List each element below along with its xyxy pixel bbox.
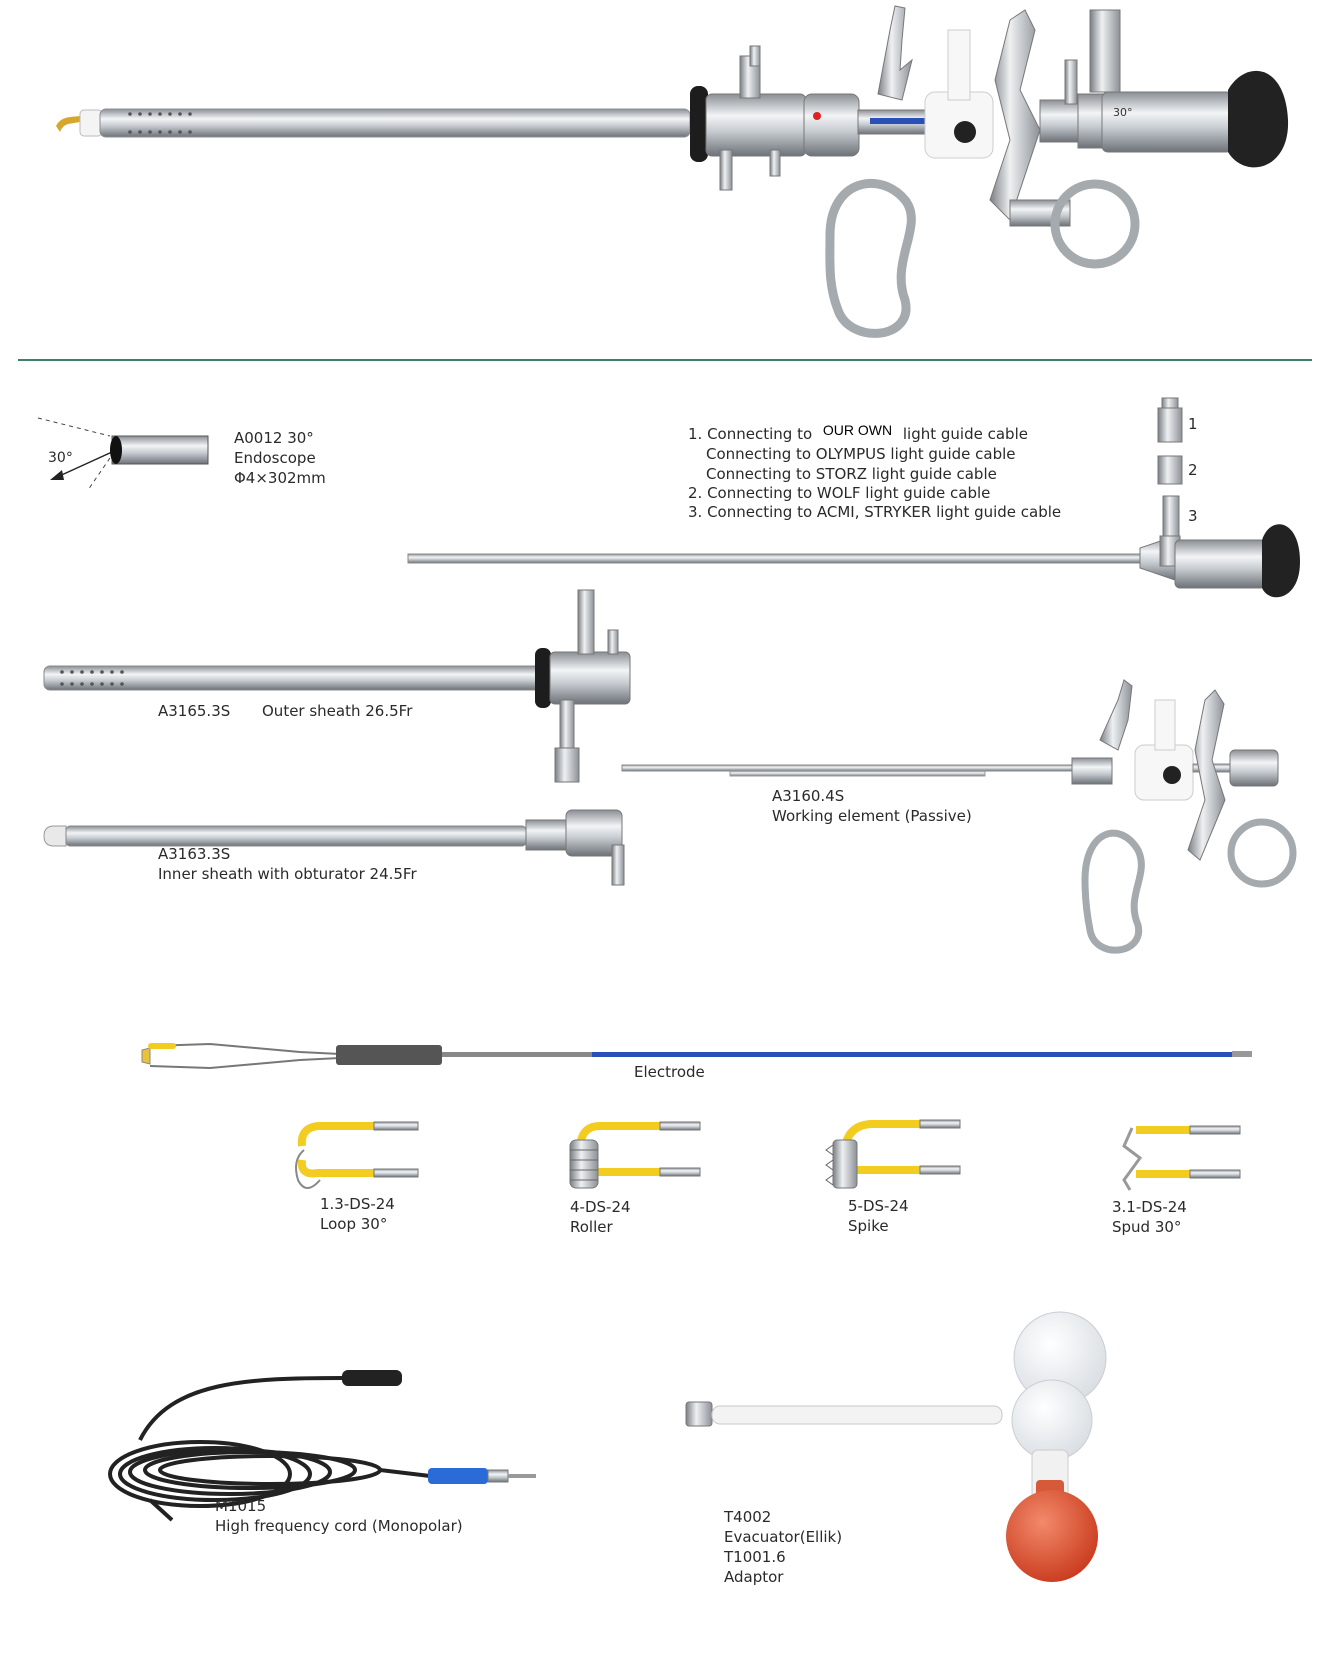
outer-sheath — [44, 590, 630, 782]
adapter-number-1: 1 — [1188, 415, 1198, 433]
adapter-1 — [1158, 398, 1182, 442]
outer-sheath-code: A3165.3S — [158, 702, 231, 720]
adapter-2 — [1158, 456, 1182, 484]
electrode-tip-roller — [570, 1122, 700, 1188]
evacuator-code: T4002 — [724, 1508, 772, 1526]
connector-line-5: 3. Connecting to ACMI, STRYKER light guide cable — [688, 503, 1062, 521]
tip-spud-name: Spud 30° — [1112, 1218, 1182, 1236]
working-element-code: A3160.4S — [772, 787, 845, 805]
adapter-3 — [1163, 496, 1179, 540]
tip-angle-label: 30° — [48, 450, 73, 466]
adapter-number-2: 2 — [1188, 461, 1198, 479]
hf-cord — [110, 1370, 536, 1520]
adaptor-name: Adaptor — [724, 1568, 784, 1586]
hero-resectoscope — [56, 6, 1288, 333]
connector-line-1-suffix: light guide cable — [898, 425, 1028, 443]
hero-tip — [56, 116, 80, 132]
outer-sheath-name: Outer sheath 26.5Fr — [262, 702, 413, 720]
inner-sheath-name: Inner sheath with obturator 24.5Fr — [158, 865, 417, 883]
connector-line-2: Connecting to OLYMPUS light guide cable — [706, 445, 1016, 463]
electrode-tip-spike — [826, 1120, 960, 1188]
tip-spike-name: Spike — [848, 1217, 889, 1235]
tip-loop-name: Loop 30° — [320, 1215, 388, 1233]
endoscope-name: Endoscope — [234, 449, 316, 467]
electrode-tip-loop — [296, 1122, 418, 1188]
connector-line-3: Connecting to STORZ light guide cable — [706, 465, 997, 483]
tip-roller-name: Roller — [570, 1218, 613, 1236]
connector-line-1-prefix: 1. Connecting to — [688, 425, 817, 443]
adaptor-code: T1001.6 — [724, 1548, 786, 1566]
connector-line-4: 2. Connecting to WOLF light guide cable — [688, 484, 991, 502]
tip-spud-code: 3.1-DS-24 — [1112, 1198, 1187, 1216]
connector-line-1 — [688, 424, 1028, 444]
endoscope-code: A0012 30° — [234, 429, 314, 447]
electrode-tip-spud — [1124, 1126, 1240, 1190]
tip-roller-code: 4-DS-24 — [570, 1198, 631, 1216]
tip-spike-code: 5-DS-24 — [848, 1197, 909, 1215]
hero-scope-angle: 30° — [1113, 106, 1133, 119]
evacuator-name: Evacuator(Ellik) — [724, 1528, 843, 1546]
cord-code: M1015 — [215, 1497, 267, 1515]
working-element-name: Working element (Passive) — [772, 807, 972, 825]
adapter-number-3: 3 — [1188, 507, 1198, 525]
endoscope-size: Φ4×302mm — [234, 469, 326, 487]
inner-sheath-code: A3163.3S — [158, 845, 231, 863]
tip-loop-code: 1.3-DS-24 — [320, 1195, 395, 1213]
electrode-label: Electrode — [634, 1063, 705, 1081]
connector-line-1-highlight: OUR OWN — [822, 422, 893, 438]
cord-name: High frequency cord (Monopolar) — [215, 1517, 463, 1535]
